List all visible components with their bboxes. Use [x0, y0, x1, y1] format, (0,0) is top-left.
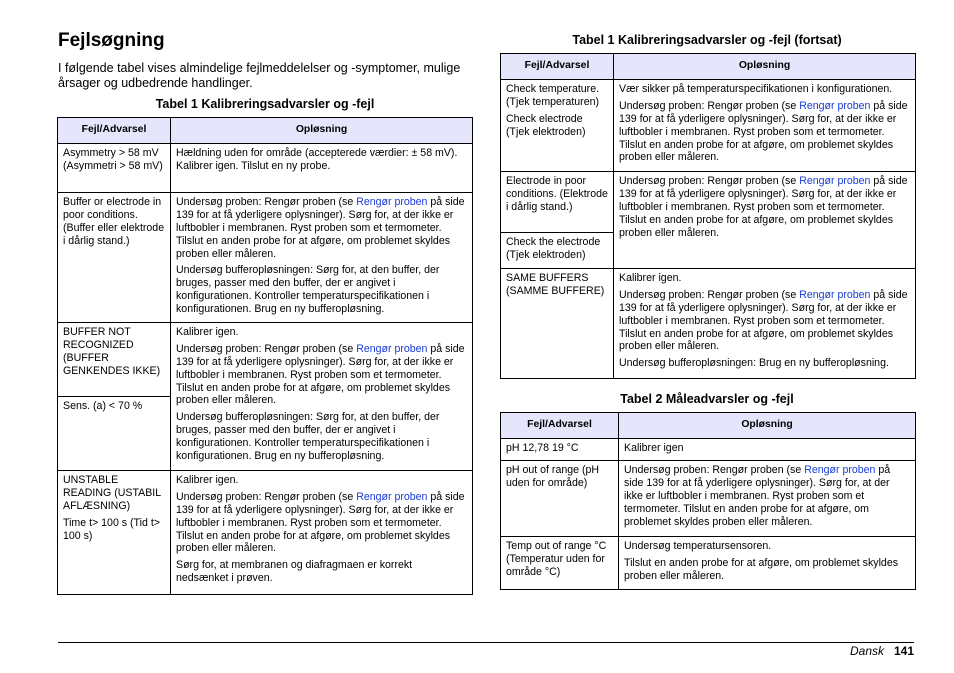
- table1-continued: [500, 53, 916, 379]
- solution-text: Kalibrer igen.: [619, 271, 682, 284]
- table-row: [501, 268, 916, 378]
- fault-cell: [501, 79, 614, 171]
- solution-text: Undersøg proben: Rengør proben (se Rengør proben på side 139 for at få yderligere oplysninger). Sørg for, at der ikke er luftbobler i membranen. Ryst proben som et termometer. Tilslut en anden probe for at afgøre, om problemet skyldes proben eller måleren.: [624, 463, 891, 528]
- intro-paragraph: I følgende tabel vises almindelige fejlmeddelelser og -symptomer, mulige årsager og udbedrende handlinger.: [58, 61, 461, 90]
- table1-caption: Tabel 1 Kalibreringsadvarsler og -fejl: [155, 97, 375, 111]
- solution-cell: [619, 536, 916, 589]
- table1b-col-fault: Fejl/Advarsel: [501, 54, 614, 80]
- table2-header-row: [501, 413, 916, 439]
- fault-cell: Temp out of range °C (Temperatur uden for område °C): [501, 536, 619, 589]
- solution-text: Undersøg proben: Rengør proben (se Rengør proben på side 139 for at få yderligere oplysninger). Sørg for, at der ikke er luftbobler i membranen. Ryst proben som et termometer. Tilslut en anden probe for at afgøre, om problemet skyldes proben eller måleren.: [619, 288, 908, 353]
- link-rengor-proben[interactable]: Rengør proben: [356, 490, 428, 503]
- fault-cell: pH 12,78 19 °C: [501, 438, 619, 460]
- solution-text: Tilslut en anden probe for at afgøre, om problemet skyldes proben eller måleren.: [624, 556, 899, 582]
- table2-col-solution: Opløsning: [619, 413, 916, 439]
- table-row: [501, 79, 916, 171]
- link-rengor-proben[interactable]: Rengør proben: [356, 195, 428, 208]
- table2-col-fault: Fejl/Advarsel: [501, 413, 619, 439]
- solution-cell: [619, 460, 916, 536]
- solution-cell: [614, 171, 916, 268]
- table1-col-solution: Opløsning: [171, 118, 473, 144]
- fault-cell: pH out of range (pH uden for område): [501, 460, 619, 536]
- link-rengor-proben[interactable]: Rengør proben: [799, 174, 871, 187]
- fault-text: UNSTABLE READING (USTABIL AFLÆSNING): [63, 473, 161, 512]
- solution-text: Undersøg proben: Rengør proben (se Rengør proben på side 139 for at få yderligere oplysninger). Sørg for, at der ikke er luftbobler i membranen. Ryst proben som et termometer. Tilslut en anden probe for at afgøre, om problemet skyldes proben eller måleren.: [619, 174, 908, 239]
- solution-text: Sørg for, at membranen og diafragmaen er korrekt nedsænket i prøven.: [176, 559, 413, 585]
- table-row: [58, 470, 473, 594]
- solution-cell: Kalibrer igen: [619, 438, 916, 460]
- solution-cell: [614, 79, 916, 171]
- table-row: [58, 192, 473, 322]
- solution-text: Kalibrer igen. Tilslut en ny probe.: [176, 159, 331, 172]
- table1b-col-solution: Opløsning: [614, 54, 916, 80]
- solution-text: Kalibrer igen.: [176, 325, 239, 338]
- table1-header-row: [58, 118, 473, 144]
- link-rengor-proben[interactable]: Rengør proben: [799, 288, 871, 301]
- page-number: 141: [893, 644, 914, 658]
- fault-text: Time t> 100 s (Tid t> 100 s): [63, 516, 160, 542]
- fault-cell: Buffer or electrode in poor conditions. (Buffer eller elektrode i dårlig stand.): [58, 192, 171, 322]
- fault-cell: Sens. (a) < 70 %: [58, 396, 171, 470]
- solution-text: Undersøg proben: Rengør proben (se Rengør proben på side 139 for at få yderligere oplysninger). Sørg for, at der ikke er luftbobler i membranen. Ryst proben som et termometer. Tilslut en anden probe for at afgøre, om problemet skyldes proben eller måleren.: [176, 342, 465, 407]
- table-row: [501, 460, 916, 536]
- solution-text: Kalibrer igen.: [176, 473, 239, 486]
- link-rengor-proben[interactable]: Rengør proben: [804, 463, 876, 476]
- link-rengor-proben[interactable]: Rengør proben: [799, 99, 871, 112]
- fault-cell: SAME BUFFERS (SAMME BUFFERE): [501, 268, 614, 378]
- solution-cell: [171, 192, 473, 322]
- fault-cell: Check the electrode (Tjek elektroden): [501, 232, 614, 268]
- table-row: [501, 438, 916, 460]
- solution-text: Undersøg proben: Rengør proben (se Rengør proben på side 139 for at få yderligere oplysninger). Sørg for, at der ikke er luftbobler i membranen. Ryst proben som et termometer. Tilslut en anden probe for at afgøre, om problemet skyldes proben eller måleren.: [619, 99, 908, 164]
- solution-cell: [171, 143, 473, 192]
- fault-cell: BUFFER NOT RECOGNIZED (BUFFER GENKENDES IKKE): [58, 322, 171, 396]
- footer-divider: [58, 642, 914, 643]
- solution-text: Undersøg temperatursensoren.: [624, 539, 772, 552]
- solution-cell: [171, 470, 473, 594]
- table2-caption: Tabel 2 Måleadvarsler og -fejl: [620, 392, 794, 406]
- table-row: [501, 536, 916, 589]
- fault-text: Check electrode (Tjek elektroden): [506, 112, 586, 138]
- table1b-header-row: [501, 54, 916, 80]
- table-row: [58, 143, 473, 192]
- solution-text: Undersøg bufferopløsningen: Sørg for, at den buffer, der bruges, passer med den buffer, der er angivet i konfigurationen. Kontroller temperaturspecifikationen i konfigurationen. Brug en ny bufferopløsning.: [176, 264, 440, 316]
- link-rengor-proben[interactable]: Rengør proben: [356, 342, 428, 355]
- solution-cell: [614, 268, 916, 378]
- solution-text: Undersøg bufferopløsningen: Sørg for, at den buffer, der bruges, passer med den buffer, der er angivet i konfigurationen. Kontroller temperaturspecifikationen i konfigurationen. Brug en ny bufferopløsning.: [176, 411, 440, 463]
- table1: [57, 117, 473, 595]
- table-row: [501, 171, 916, 232]
- fault-cell: [58, 470, 171, 594]
- solution-cell: [171, 322, 473, 470]
- fault-cell: Electrode in poor conditions. (Elektrode i dårlig stand.): [501, 171, 614, 232]
- solution-text: Vær sikker på temperaturspecifikationen i konfigurationen.: [619, 82, 893, 95]
- fault-text: Check temperature. (Tjek temperaturen): [506, 82, 600, 108]
- table-row: [58, 322, 473, 396]
- page-title: Fejlsøgning: [58, 30, 165, 51]
- solution-text: Undersøg proben: Rengør proben (se Rengør proben på side 139 for at få yderligere oplysninger). Sørg for, at der ikke er luftbobler i membranen. Ryst proben som et termometer. Tilslut en anden probe for at afgøre, om problemet skyldes proben eller måleren.: [176, 195, 465, 260]
- solution-text: Hældning uden for område (accepterede værdier: ± 58 mV).: [176, 146, 458, 159]
- table1-col-fault: Fejl/Advarsel: [58, 118, 171, 144]
- fault-cell: Asymmetry > 58 mV (Asymmetri > 58 mV): [58, 143, 171, 192]
- solution-text: Undersøg proben: Rengør proben (se Rengør proben på side 139 for at få yderligere oplysninger). Sørg for, at der ikke er luftbobler i membranen. Ryst proben som et termometer. Tilslut en anden probe for at afgøre, om problemet skyldes proben eller måleren.: [176, 490, 465, 555]
- table2: [500, 412, 916, 590]
- solution-text: Undersøg bufferopløsningen: Brug en ny bufferopløsning.: [619, 357, 889, 370]
- table1b-caption: Tabel 1 Kalibreringsadvarsler og -fejl (fortsat): [572, 33, 842, 47]
- footer-language: Dansk: [849, 644, 884, 658]
